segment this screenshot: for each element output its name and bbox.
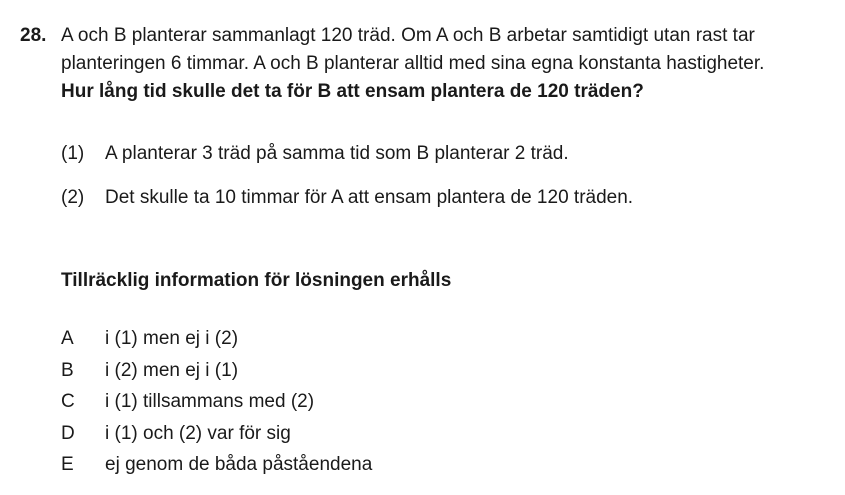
- option-d-letter: D: [61, 422, 75, 444]
- option-a[interactable]: [61, 323, 372, 355]
- statement-1-text: A planterar 3 träd på samma tid som B planterar 2 träd.: [105, 143, 569, 164]
- option-a-text: i (1) men ej i (2): [105, 328, 239, 349]
- question-prompt: Hur lång tid skulle det ta för B att ensam plantera de 120 träden?: [61, 81, 644, 102]
- option-d[interactable]: [61, 418, 372, 450]
- option-b[interactable]: [61, 355, 372, 387]
- option-b-letter: B: [61, 359, 74, 381]
- option-c-text: i (1) tillsammans med (2): [105, 391, 315, 412]
- statement-2: [61, 184, 633, 212]
- statement-2-marker: (2): [61, 187, 85, 208]
- option-c-letter: C: [61, 391, 75, 412]
- option-c[interactable]: [61, 386, 372, 418]
- option-e-letter: E: [61, 454, 74, 475]
- statement-1: [61, 140, 569, 168]
- question-stem: [61, 22, 831, 106]
- option-e[interactable]: [61, 449, 372, 481]
- stem-line-2: planteringen 6 timmar. A och B planterar alltid med sina egna konstanta hastigheter.: [61, 53, 765, 74]
- stem-line-1: A och B planterar sammanlagt 120 träd. Om A och B arbetar samtidigt utan rast tar: [61, 25, 755, 46]
- question-number: 28.: [20, 25, 47, 46]
- option-e-text: ej genom de båda påståendena: [105, 454, 373, 475]
- statement-1-marker: (1): [61, 143, 85, 164]
- sufficiency-heading: Tillräcklig information för lösningen erhålls: [61, 270, 452, 291]
- statement-2-text: Det skulle ta 10 timmar för A att ensam plantera de 120 träden.: [105, 187, 634, 208]
- answer-options: [61, 323, 372, 481]
- option-d-text: i (1) och (2) var för sig: [105, 422, 291, 444]
- option-a-letter: A: [61, 328, 74, 349]
- option-b-text: i (2) men ej i (1): [105, 359, 239, 381]
